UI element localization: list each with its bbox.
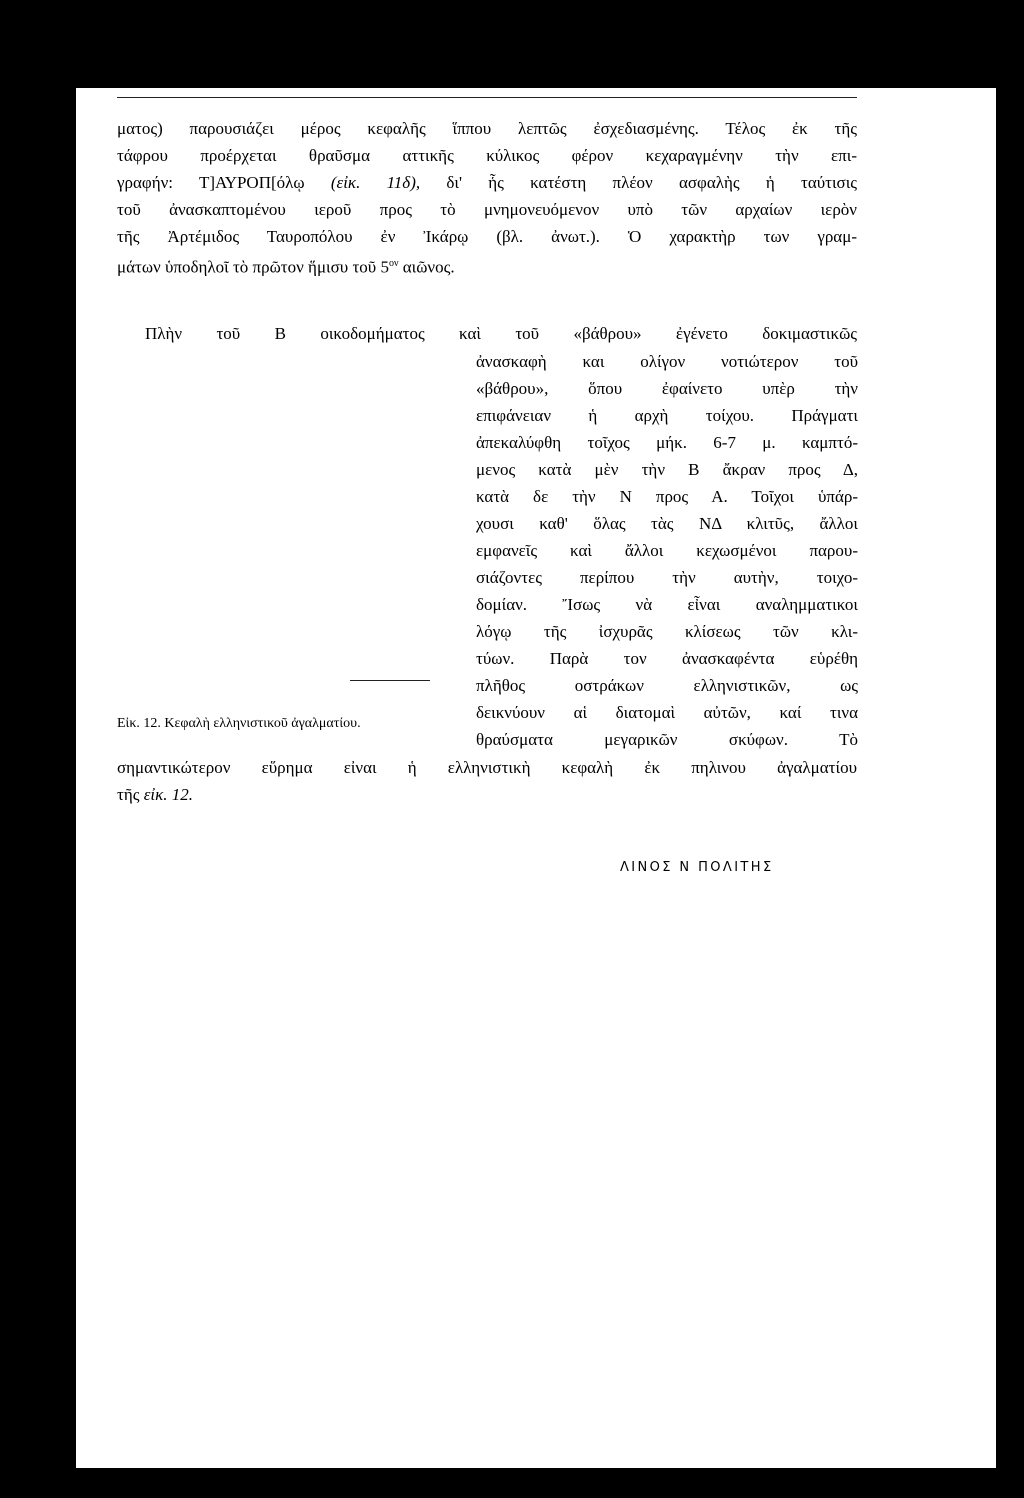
text-segment: τῆς — [117, 785, 140, 804]
column-line: πλῆθος οστράκων ελληνιστικῶν, ως — [476, 676, 858, 695]
figure-reference: εἰκ. 12. — [143, 785, 194, 804]
author-signature: ΛΙΝΟΣ Ν ΠΟΛΙΤΗΣ — [620, 860, 774, 875]
column-line: ἀπεκαλύφθη τοῖχος μήκ. 6-7 μ. καμπτό- — [476, 433, 858, 452]
column-line: δομίαν. Ἴσως νὰ εἶναι αναλημματικοι — [476, 595, 858, 614]
text-line: τοῦ ἀνασκαπτομένου ιεροῦ προς τὸ μνημονευόμενον υπὸ τῶν αρχαίων ιερὸν — [117, 200, 857, 219]
column-line: «βάθρου», ὅπου ἐφαίνετο υπὲρ τὴν — [476, 379, 858, 398]
page-number: 138 — [117, 66, 146, 87]
column-line: κατὰ δε τὴν Ν προς Α. Τοῖχοι ὑπάρ- — [476, 487, 858, 506]
column-line: δεικνύουν αἱ διατομαὶ αὐτῶν, καί τινα — [476, 703, 858, 722]
column-line: λόγῳ τῆς ἰσχυρᾶς κλίσεως τῶν κλι- — [476, 622, 858, 641]
header-rule — [117, 97, 857, 98]
column-line: επιφάνειαν ἡ αρχὴ τοίχου. Πράγματι — [476, 406, 858, 425]
running-title: Πρακτικὰ τῆς Ἀρχαιολογικῆς Ἑταιρείας 1939 — [213, 66, 579, 87]
column-line: χουσι καθ' ὅλας τὰς ΝΔ κλιτῦς, ἄλλοι — [476, 514, 858, 533]
text-line: Πλὴν τοῦ Β οικοδομήματος καὶ τοῦ «βάθρου» ἐγένετο δοκιμαστικῶς — [145, 324, 857, 343]
column-line: εμφανεῖς καὶ ἄλλοι κεχωσμένοι παρου- — [476, 541, 858, 560]
figure-placeholder-rule — [350, 680, 430, 681]
text-line — [117, 784, 857, 806]
figure-caption: Εἰκ. 12. Κεφαλὴ ελληνιστικοῦ ἀγαλματίου. — [117, 716, 361, 731]
superscript: ον — [388, 258, 399, 269]
text-segment: αιῶνος. — [398, 257, 455, 277]
text-segment: δι' ἧς κατέστη πλέον ασφαλὴς ἡ ταύτισις — [446, 173, 858, 192]
column-line: θραύσματα μεγαρικῶν σκύφων. Τὸ — [476, 730, 858, 749]
text-segment: μάτων ὑποδηλοῖ τὸ πρῶτον ἥμισυ τοῦ 5 — [117, 257, 389, 277]
running-header — [117, 66, 857, 96]
column-line: τύων. Παρὰ τον ἀνασκαφέντα εὑρέθη — [476, 649, 858, 668]
inscription-text: γραφήν: Τ]ΑΥΡΟΠ[όλῳ — [117, 173, 305, 192]
text-line — [117, 253, 857, 279]
text-line: ματος) παρουσιάζει μέρος κεφαλῆς ἵππου λεπτῶς ἐσχεδιασμένης. Τέλος ἐκ τῆς — [117, 119, 857, 138]
text-line: τῆς Ἀρτέμιδος Ταυροπόλου ἐν Ἰκάρῳ (βλ. ἀνωτ.). Ὁ χαρακτὴρ των γραμ- — [117, 227, 857, 246]
text-line — [117, 172, 857, 194]
column-line: σιάζοντες περίπου τὴν αυτὴν, τοιχο- — [476, 568, 858, 587]
figure-reference: (εἰκ. 11δ), — [330, 173, 421, 192]
column-line: μενος κατὰ μὲν τὴν Β ἄκραν προς Δ, — [476, 460, 858, 479]
text-line: σημαντικώτερον εὕρημα εἰναι ἡ ελληνιστικὴ κεφαλὴ ἐκ πηλινου ἀγαλματίου — [117, 758, 857, 777]
text-line: τάφρου προέρχεται θραῦσμα αττικῆς κύλικος φέρον κεχαραγμένην τὴν επι- — [117, 146, 857, 165]
column-line: ἀνασκαφὴ και ολίγον νοτιώτερον τοῦ — [476, 352, 858, 371]
